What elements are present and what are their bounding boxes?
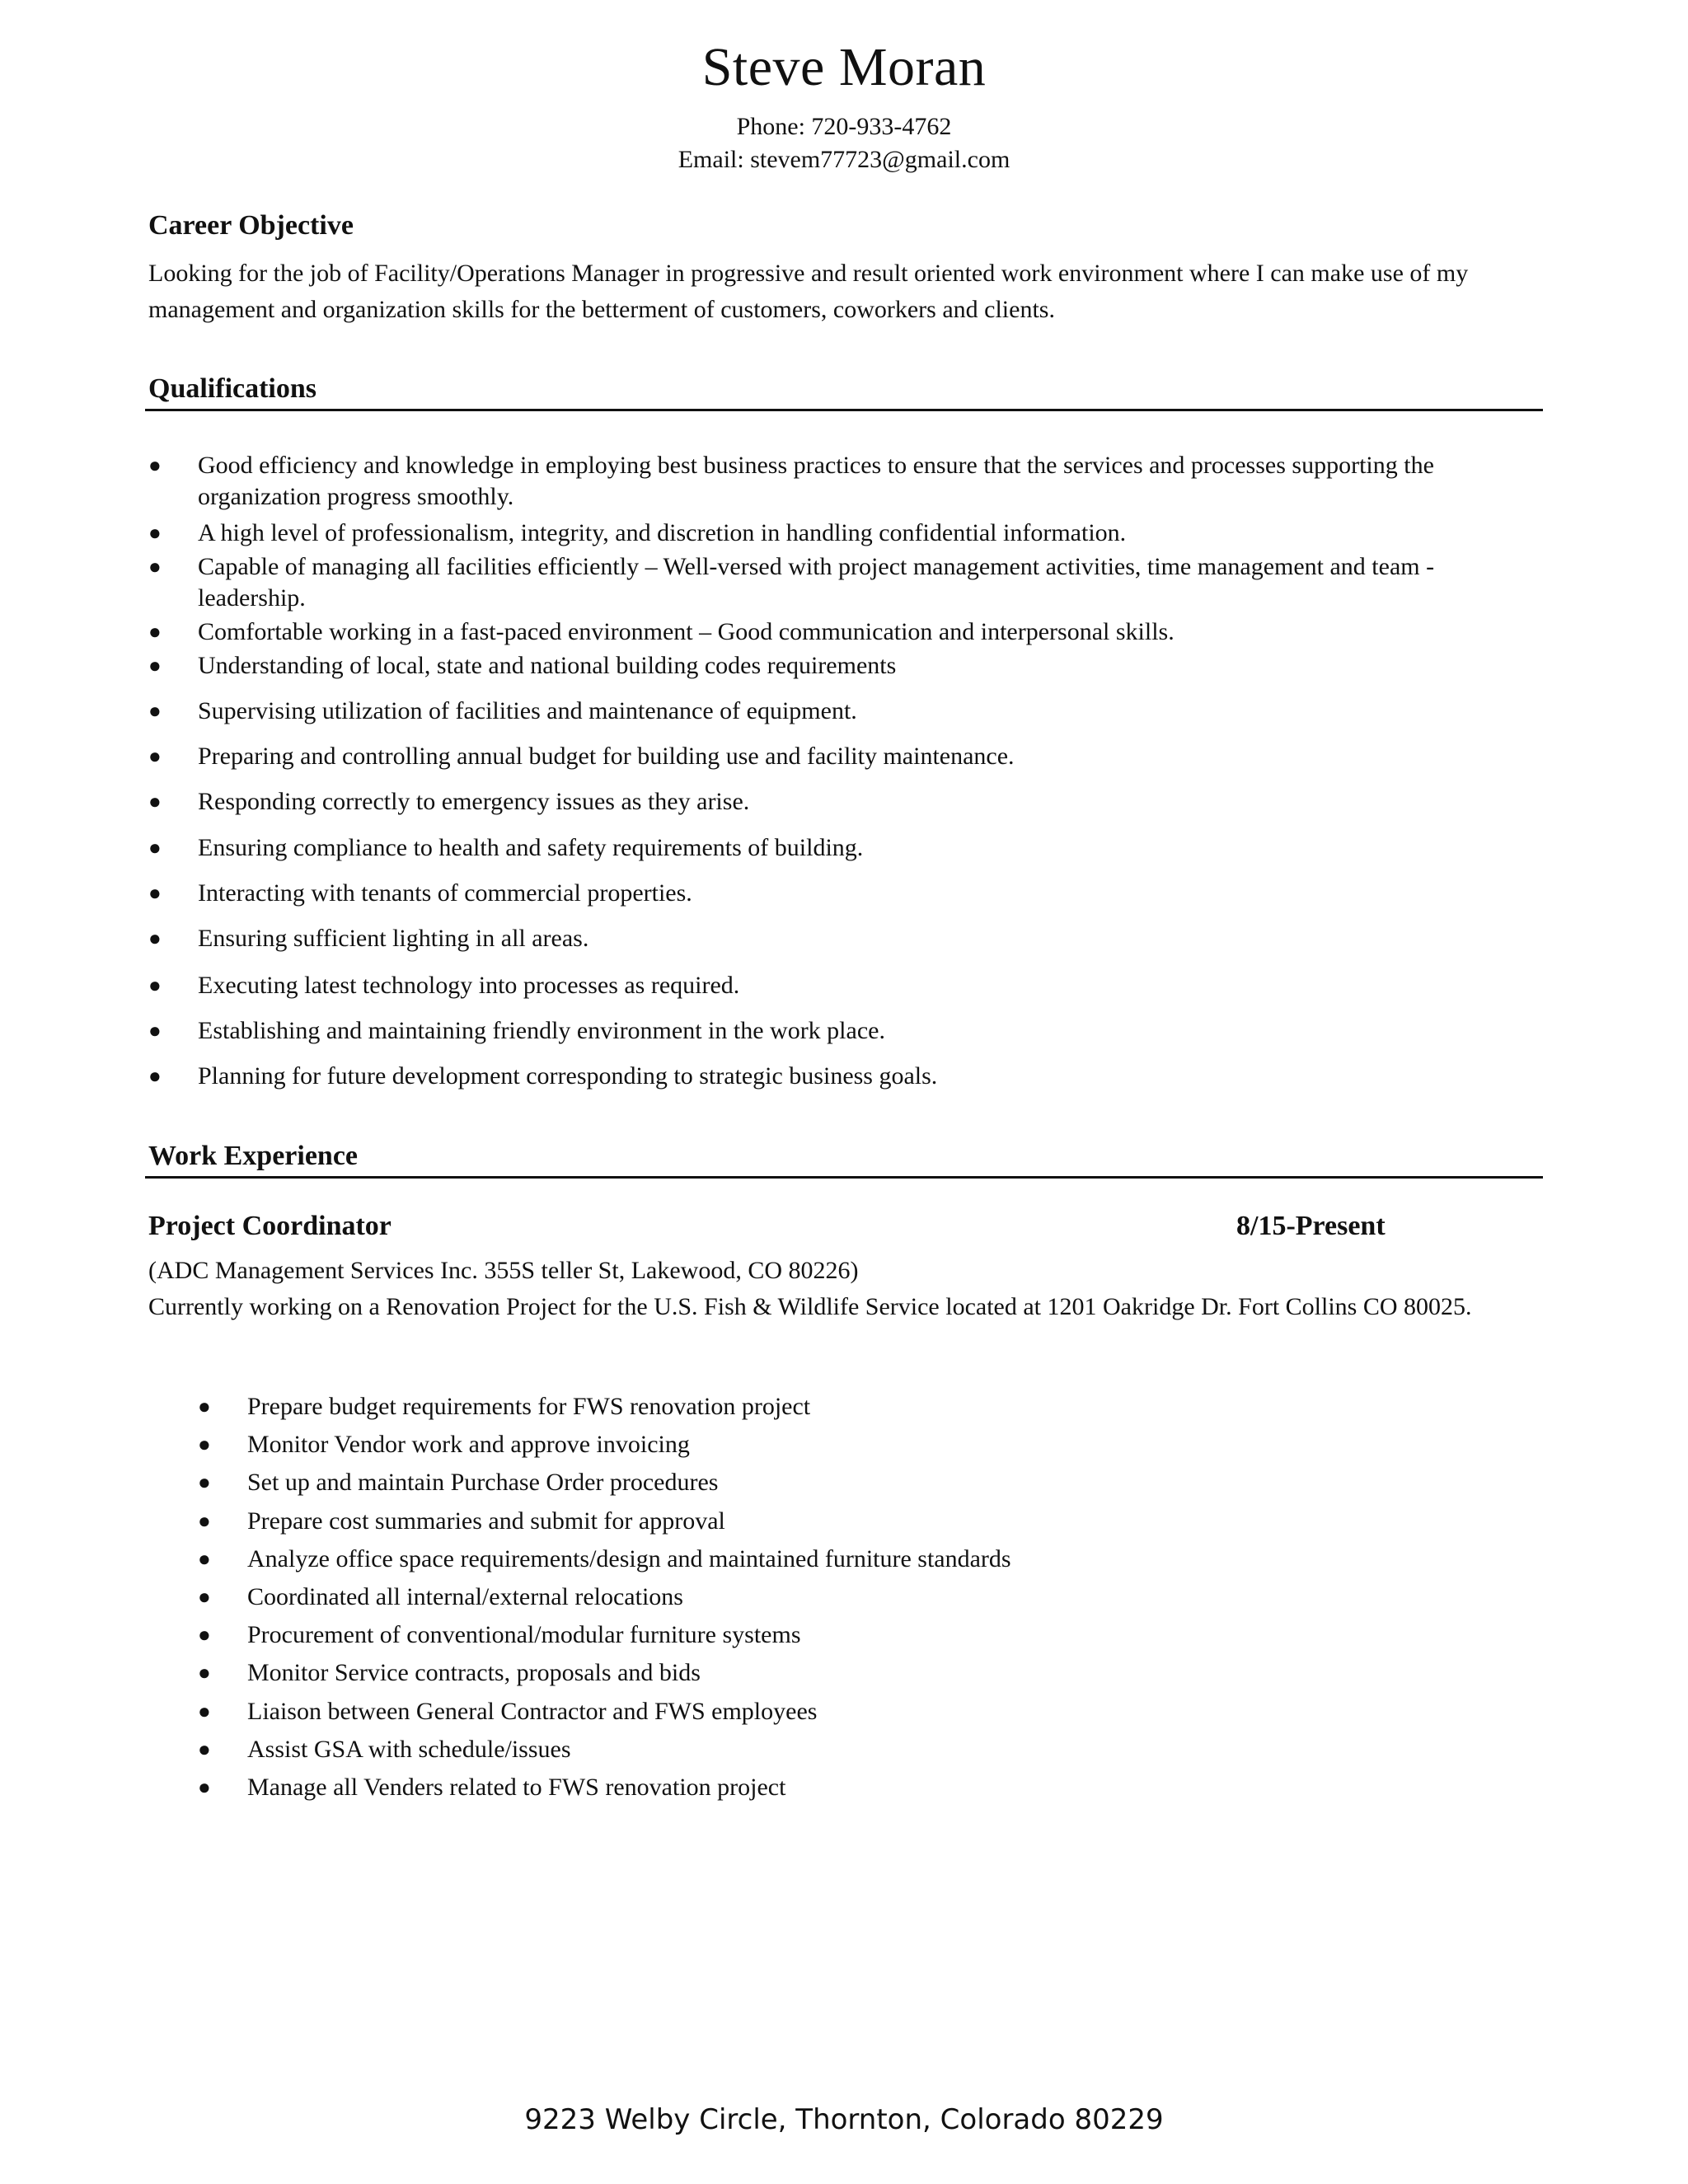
qualification-item: ● Supervising utilization of facilities and maintenance of equipment. [198, 696, 1541, 727]
qualification-item: ● Interacting with tenants of commercial properties. [198, 878, 1541, 909]
job-duty-item: ● Liaison between General Contractor and FWS employees [247, 1696, 1484, 1727]
career-objective-text: Looking for the job of Facility/Operations Manager in progressive and result oriented work environment where I can make use of my management and organization skills for the betterment of customers, coworkers and clients. [148, 260, 1469, 323]
work-experience-heading: Work Experience [148, 1141, 359, 1171]
job-duty-item: ● Analyze office space requirements/design and maintained furniture standards [247, 1544, 1484, 1575]
qualifications-divider [145, 409, 1543, 411]
bullet-icon: ● [198, 1623, 211, 1647]
bullet-icon: ● [198, 1661, 211, 1685]
bullet-icon: ● [198, 1737, 211, 1761]
bullet-icon: ● [148, 1019, 162, 1043]
qualification-item: ● Preparing and controlling annual budget for building use and facility maintenance. [198, 741, 1541, 772]
job-description: Currently working on a Renovation Project for the U.S. Fish & Wildlife Service located at 1201 Oakridge Dr. Fort Collins CO 80025. [148, 1293, 1472, 1320]
bullet-icon: ● [148, 453, 162, 477]
bullet-icon: ● [148, 521, 162, 545]
job-duty-item: ● Prepare budget requirements for FWS renovation project [247, 1391, 1484, 1422]
career-objective-heading: Career Objective [148, 210, 354, 241]
job-duty-item: ● Assist GSA with schedule/issues [247, 1734, 1484, 1765]
bullet-icon: ● [148, 620, 162, 644]
bullet-icon: ● [198, 1699, 211, 1723]
bullet-icon: ● [198, 1509, 211, 1533]
job-dates: 8/15-Present [1236, 1211, 1386, 1241]
qualification-item: ● Responding correctly to emergency issues as they arise. [198, 786, 1541, 818]
bullet-icon: ● [148, 744, 162, 768]
qualification-item: ● Ensuring sufficient lighting in all areas. [198, 923, 1541, 954]
contact-email: Email: stevem77723@gmail.com [678, 146, 1010, 173]
job-company: (ADC Management Services Inc. 355S teller St, Lakewood, CO 80226) [148, 1257, 859, 1284]
qualification-item: ● Establishing and maintaining friendly environment in the work place. [198, 1015, 1541, 1047]
bullet-icon: ● [198, 1775, 211, 1799]
bullet-icon: ● [198, 1432, 211, 1456]
bullet-icon: ● [198, 1394, 211, 1418]
qualification-item: ● Executing latest technology into processes as required. [198, 970, 1541, 1001]
job-duty-item: ● Prepare cost summaries and submit for approval [247, 1506, 1484, 1537]
job-duty-item: ● Set up and maintain Purchase Order procedures [247, 1467, 1484, 1498]
bullet-icon: ● [198, 1585, 211, 1609]
job-duty-item: ● Coordinated all internal/external relocations [247, 1582, 1484, 1613]
job-duty-item: ● Procurement of conventional/modular furniture systems [247, 1619, 1484, 1651]
qualification-item: ● Good efficiency and knowledge in employing best business practices to ensure that the services and processes supporting the organization progress smoothly. [148, 452, 1434, 510]
footer-address: 9223 Welby Circle, Thornton, Colorado 80229 [524, 2103, 1164, 2136]
bullet-icon: ● [148, 654, 162, 677]
job-duty-item: ● Monitor Service contracts, proposals and bids [247, 1657, 1484, 1689]
bullet-icon: ● [148, 836, 162, 860]
bullet-icon: ● [148, 973, 162, 997]
candidate-name: Steve Moran [701, 37, 987, 97]
qualification-item: ● Comfortable working in a fast-paced environment – Good communication and interpersonal skills. [198, 616, 1541, 648]
bullet-icon: ● [148, 881, 162, 905]
bullet-icon: ● [198, 1470, 211, 1494]
bullet-icon: ● [148, 699, 162, 723]
bullet-icon: ● [148, 926, 162, 950]
job-duty-item: ● Monitor Vendor work and approve invoicing [247, 1429, 1484, 1460]
qualification-item: ● Planning for future development corresponding to strategic business goals. [198, 1061, 1541, 1092]
contact-phone: Phone: 720-933-4762 [736, 113, 952, 140]
qualification-item: ● Understanding of local, state and national building codes requirements [198, 650, 1541, 682]
bullet-icon: ● [148, 555, 162, 579]
qualification-item: ● Ensuring compliance to health and safety requirements of building. [198, 832, 1541, 864]
job-duty-item: ● Manage all Venders related to FWS renovation project [247, 1772, 1484, 1803]
bullet-icon: ● [198, 1547, 211, 1571]
job-title: Project Coordinator [148, 1211, 392, 1241]
bullet-icon: ● [148, 1064, 162, 1088]
work-experience-divider [145, 1176, 1543, 1179]
bullet-icon: ● [148, 790, 162, 813]
qualification-item: ● A high level of professionalism, integrity, and discretion in handling confidential information. [198, 518, 1541, 549]
qualifications-heading: Qualifications [148, 373, 317, 404]
qualification-item: ● Capable of managing all facilities efficiently – Well-versed with project management activities, time management and team -leadership. [148, 553, 1435, 612]
